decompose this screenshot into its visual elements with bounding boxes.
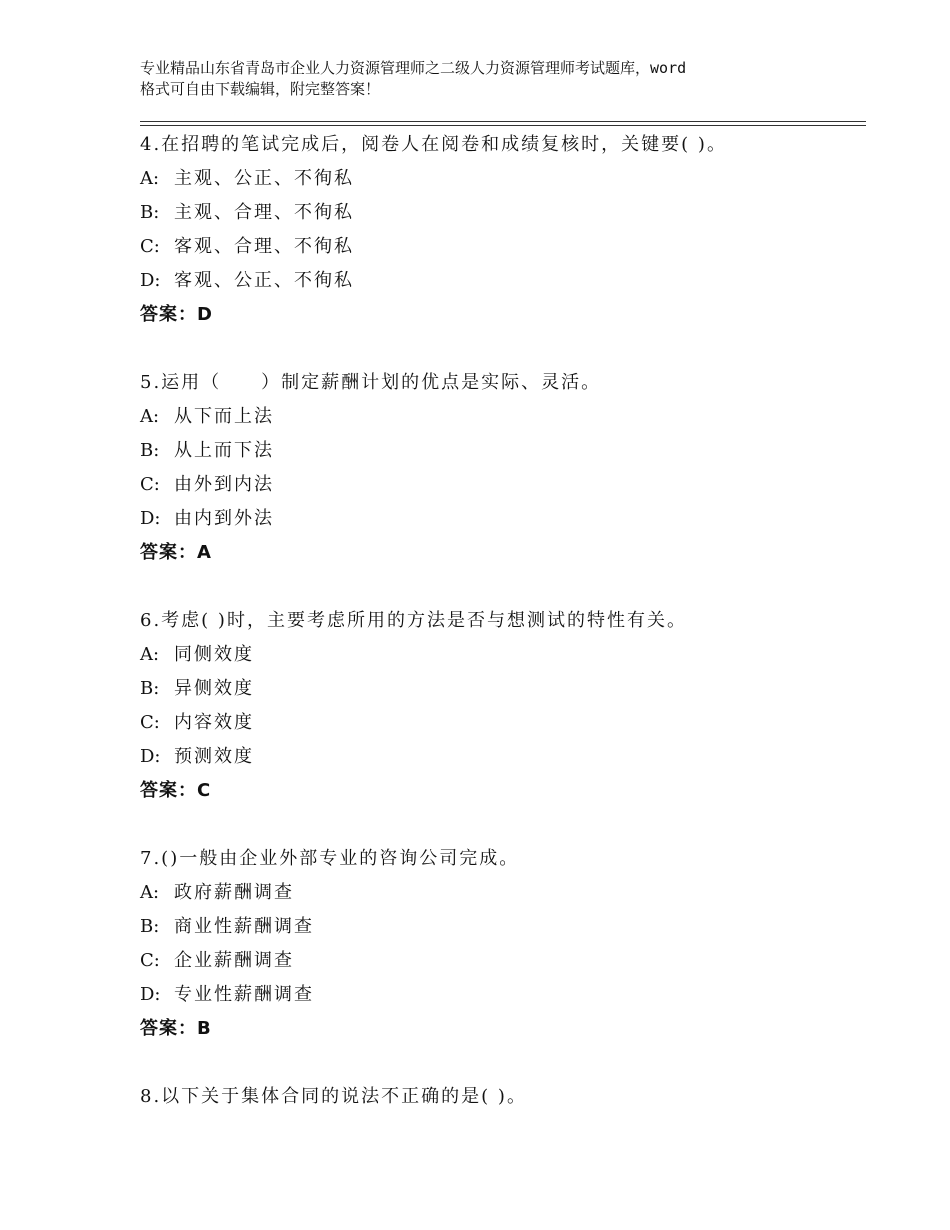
answer: 答案：C — [140, 780, 212, 801]
header-line-2: 格式可自由下载编辑，附完整答案！ — [140, 80, 381, 98]
option-text: 预测效度 — [174, 746, 254, 767]
option-letter: D: — [140, 746, 161, 767]
option-text: 由外到内法 — [174, 474, 274, 495]
question-list — [140, 128, 866, 1148]
question-8 — [140, 1080, 866, 1114]
option-letter: C: — [140, 236, 160, 257]
option-d — [140, 264, 866, 298]
option-d — [140, 740, 866, 774]
option-d — [140, 978, 866, 1012]
option-letter: B: — [140, 440, 160, 461]
option-text: 客观、合理、不徇私 — [174, 236, 354, 257]
option-text: 主观、合理、不徇私 — [174, 202, 354, 223]
option-letter: A: — [140, 406, 160, 427]
option-text: 商业性薪酬调查 — [174, 916, 314, 937]
option-text: 主观、公正、不徇私 — [174, 168, 354, 189]
header-divider-thin — [140, 121, 866, 122]
option-text: 由内到外法 — [174, 508, 274, 529]
question-5 — [140, 366, 866, 570]
option-text: 客观、公正、不徇私 — [174, 270, 354, 291]
option-text: 内容效度 — [174, 712, 254, 733]
option-text: 专业性薪酬调查 — [174, 984, 314, 1005]
option-b — [140, 434, 866, 468]
option-a — [140, 162, 866, 196]
option-b — [140, 910, 866, 944]
option-letter: A: — [140, 168, 160, 189]
question-4 — [140, 128, 866, 332]
question-stem: 6.考虑( )时，主要考虑所用的方法是否与想测试的特性有关。 — [140, 610, 687, 631]
option-text: 同侧效度 — [174, 644, 254, 665]
question-stem: 4.在招聘的笔试完成后，阅卷人在阅卷和成绩复核时，关键要( )。 — [140, 134, 727, 155]
option-letter: D: — [140, 508, 161, 529]
option-a — [140, 400, 866, 434]
option-letter: B: — [140, 202, 160, 223]
option-text: 从上而下法 — [174, 440, 274, 461]
option-letter: D: — [140, 270, 161, 291]
option-letter: B: — [140, 916, 160, 937]
answer: 答案：D — [140, 304, 213, 325]
document-header — [140, 58, 830, 100]
question-6 — [140, 604, 866, 808]
option-b — [140, 196, 866, 230]
option-letter: D: — [140, 984, 161, 1005]
option-letter: C: — [140, 712, 160, 733]
option-c — [140, 230, 866, 264]
header-divider-thick — [140, 125, 866, 126]
question-stem: 7.()一般由企业外部专业的咨询公司完成。 — [140, 848, 520, 869]
option-text: 政府薪酬调查 — [174, 882, 294, 903]
question-stem: 8.以下关于集体合同的说法不正确的是( )。 — [140, 1086, 527, 1107]
question-stem: 5.运用（ ）制定薪酬计划的优点是实际、灵活。 — [140, 372, 602, 393]
option-letter: A: — [140, 882, 160, 903]
option-letter: C: — [140, 950, 160, 971]
option-text: 从下而上法 — [174, 406, 274, 427]
option-text: 异侧效度 — [174, 678, 254, 699]
option-d — [140, 502, 866, 536]
option-a — [140, 876, 866, 910]
option-c — [140, 944, 866, 978]
answer: 答案：A — [140, 542, 212, 563]
header-line-1: 专业精品山东省青岛市企业人力资源管理师之二级人力资源管理师考试题库，word — [140, 59, 687, 77]
option-b — [140, 672, 866, 706]
option-c — [140, 706, 866, 740]
question-7 — [140, 842, 866, 1046]
option-letter: C: — [140, 474, 160, 495]
option-letter: A: — [140, 644, 160, 665]
answer: 答案：B — [140, 1018, 212, 1039]
option-text: 企业薪酬调查 — [174, 950, 294, 971]
option-letter: B: — [140, 678, 160, 699]
option-a — [140, 638, 866, 672]
option-c — [140, 468, 866, 502]
